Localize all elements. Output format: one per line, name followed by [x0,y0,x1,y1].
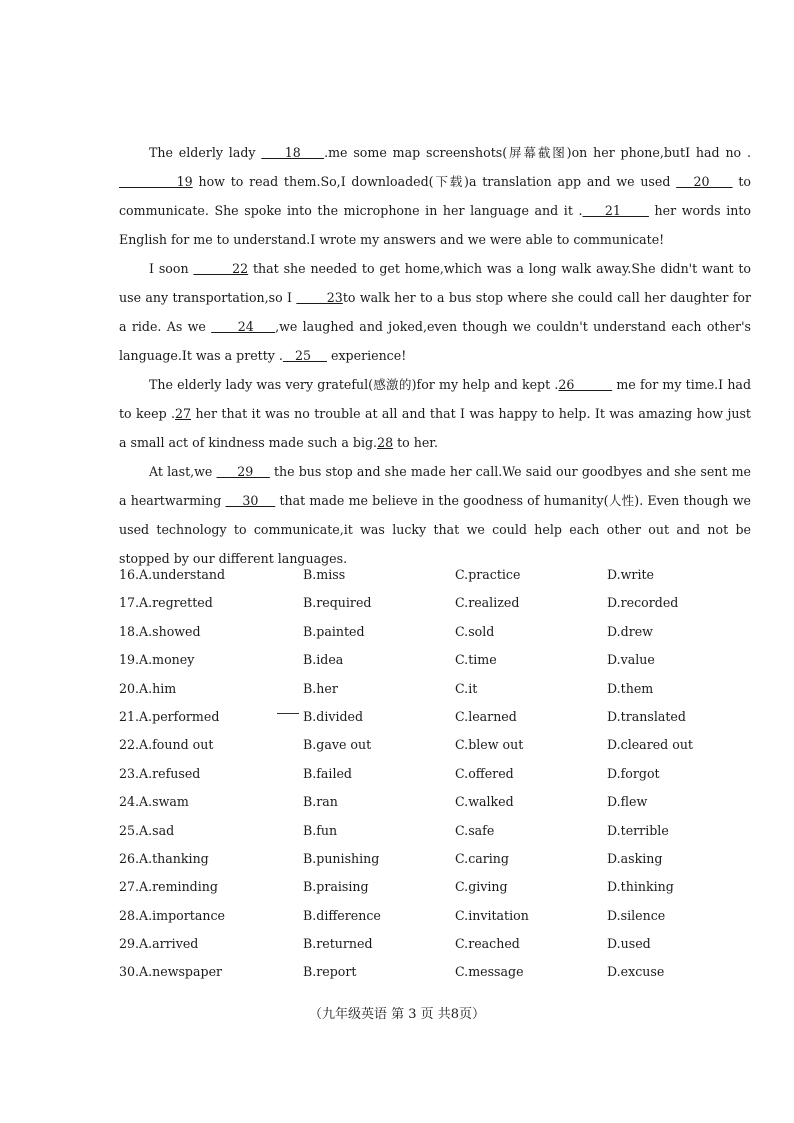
option-b: B.punishing [303,850,380,866]
option-c: C.walked [455,794,514,810]
option-c: C.invitation [455,907,529,923]
option-a: 19.A.money [119,652,195,668]
blank-number: 29 [216,464,270,479]
passage-text: The elderly lady [149,145,262,160]
option-row [119,766,759,794]
option-b: B.failed [303,765,352,781]
passage-text: to communicate. She spoke into the microphone in her language and it . [119,174,751,218]
option-c: C.learned [455,708,517,724]
option-b: B.fun [303,822,338,838]
option-c: C.offered [455,765,514,781]
option-c: C.realized [455,595,520,611]
passage-text: her that it was no trouble at all and that I was happy to help. It was amazing how just a small act of kindness made such a big. [119,406,751,450]
option-a: 24.A.swam [119,794,189,810]
option-b: B.painted [303,623,365,639]
option-row [119,908,759,936]
option-row [119,681,759,709]
option-b: B.returned [303,936,373,952]
option-d: D.silence [607,907,666,923]
blank-number: 21 [582,203,649,218]
option-b: B.praising [303,879,369,895]
option-row [119,737,759,765]
option-row [119,709,759,737]
blank-number: 28 [377,435,394,450]
option-a: 26.A.thanking [119,850,209,866]
option-b: B.miss [303,567,346,582]
passage-text: that she needed to get home,which was a long walk away.She didn't want to use any transportation,so I [119,261,751,305]
paragraph-2 [119,254,751,370]
option-c: C.time [455,652,497,668]
blank-number: 22 [193,261,249,276]
option-row [119,936,759,964]
option-a: 16.A.understand [119,567,226,582]
option-b: B.required [303,595,372,611]
option-d: D.cleared out [607,737,693,753]
option-c: C.reached [455,936,520,952]
option-a: 28.A.importance [119,907,225,923]
option-d: D.forgot [607,765,660,781]
passage-text: to walk her to a bus stop where she could call her daughter for a ride. As we [119,290,751,334]
passage-text: .me some map screenshots(屏幕截图)on her phone,butI had no . [324,145,751,160]
option-a: 29.A.arrived [119,936,199,952]
option-d: D.write [607,567,654,582]
option-c: C.sold [455,623,495,639]
option-a: 17.A.regretted [119,595,213,611]
answer-options [119,567,759,993]
option-row [119,964,759,992]
option-a: 20.A.him [119,680,177,696]
option-d: D.thinking [607,879,674,895]
option-row [119,624,759,652]
option-d: D.flew [607,794,648,810]
option-c: C.it [455,680,478,696]
option-d: D.translated [607,708,686,724]
option-b: B.her [303,680,338,696]
paragraph-4 [119,457,751,573]
cloze-passage [119,138,751,573]
passage-text: experience! [327,348,407,363]
passage-text: to her. [393,435,438,450]
option-d: D.value [607,652,655,668]
passage-text: The elderly lady was very grateful(感激的)for my help and kept . [149,377,559,392]
option-d: D.recorded [607,595,679,611]
option-d: D.asking [607,850,663,866]
option-c: C.safe [455,822,495,838]
option-a: 30.A.newspaper [119,964,223,980]
option-c: C.caring [455,850,509,866]
blank-number: 24 [211,319,276,334]
option-row [119,823,759,851]
option-b: B.divided [303,708,364,724]
option-b: B.difference [303,907,381,923]
passage-text: that made me believe in the goodness of humanity(人性). Even though we used technology to communicate,it was lucky that we could help each other out and not be stopped by our different languages. [119,493,751,566]
option-b: B.ran [303,794,338,810]
blank-number: 30 [225,493,276,508]
option-b: B.report [303,964,357,980]
option-row [119,652,759,680]
option-c: C.blew out [455,737,524,753]
blank-number: 18 [261,145,325,160]
option-a: 25.A.sad [119,822,175,838]
blank-number: 20 [676,174,733,189]
option-d: D.drew [607,623,653,639]
option-b: B.idea [303,652,344,668]
option-c: C.giving [455,879,508,895]
option-row [119,879,759,907]
blank-number: 19 [119,174,193,189]
option-c: C.message [455,964,524,980]
option-a: 23.A.refused [119,765,201,781]
passage-text: how to read them.So,I downloaded(下载)a translation app and we used [192,174,677,189]
option-a: 27.A.reminding [119,879,218,895]
page-footer: （九年级英语 第 3 页 共8页） [308,1007,486,1022]
option-d: D.them [607,680,654,696]
passage-text: her words into English for me to understand.I wrote my answers and we were able to communicate! [119,203,751,247]
passage-text: I soon [149,261,194,276]
passage-text: the bus stop and she made her call.We said our goodbyes and she sent me a heartwarming [119,464,751,508]
blank-number: 25 [282,348,327,363]
passage-text: me for my time.I had to keep . [119,377,752,421]
option-row [119,794,759,822]
blank-number: 26 [558,377,613,392]
paragraph-3 [119,370,751,457]
option-d: D.excuse [607,964,665,980]
option-a: 18.A.showed [119,623,201,639]
passage-text: At last,we [149,464,217,479]
option-a: 22.A.found out [119,737,214,753]
passage-text: ,we laughed and joked,even though we couldn't understand each other's language.It was a pretty . [119,319,751,363]
option-row [119,851,759,879]
option-d: D.terrible [607,822,669,838]
option-c: C.practice [455,567,521,582]
option-a: 21.A.performed [119,708,220,724]
option-row [119,567,759,595]
option-b: B.gave out [303,737,372,753]
paragraph-1 [119,138,751,254]
option-d: D.used [607,936,651,952]
blank-number: 27 [175,406,192,421]
blank-number: 23 [296,290,343,305]
option-row [119,595,759,623]
